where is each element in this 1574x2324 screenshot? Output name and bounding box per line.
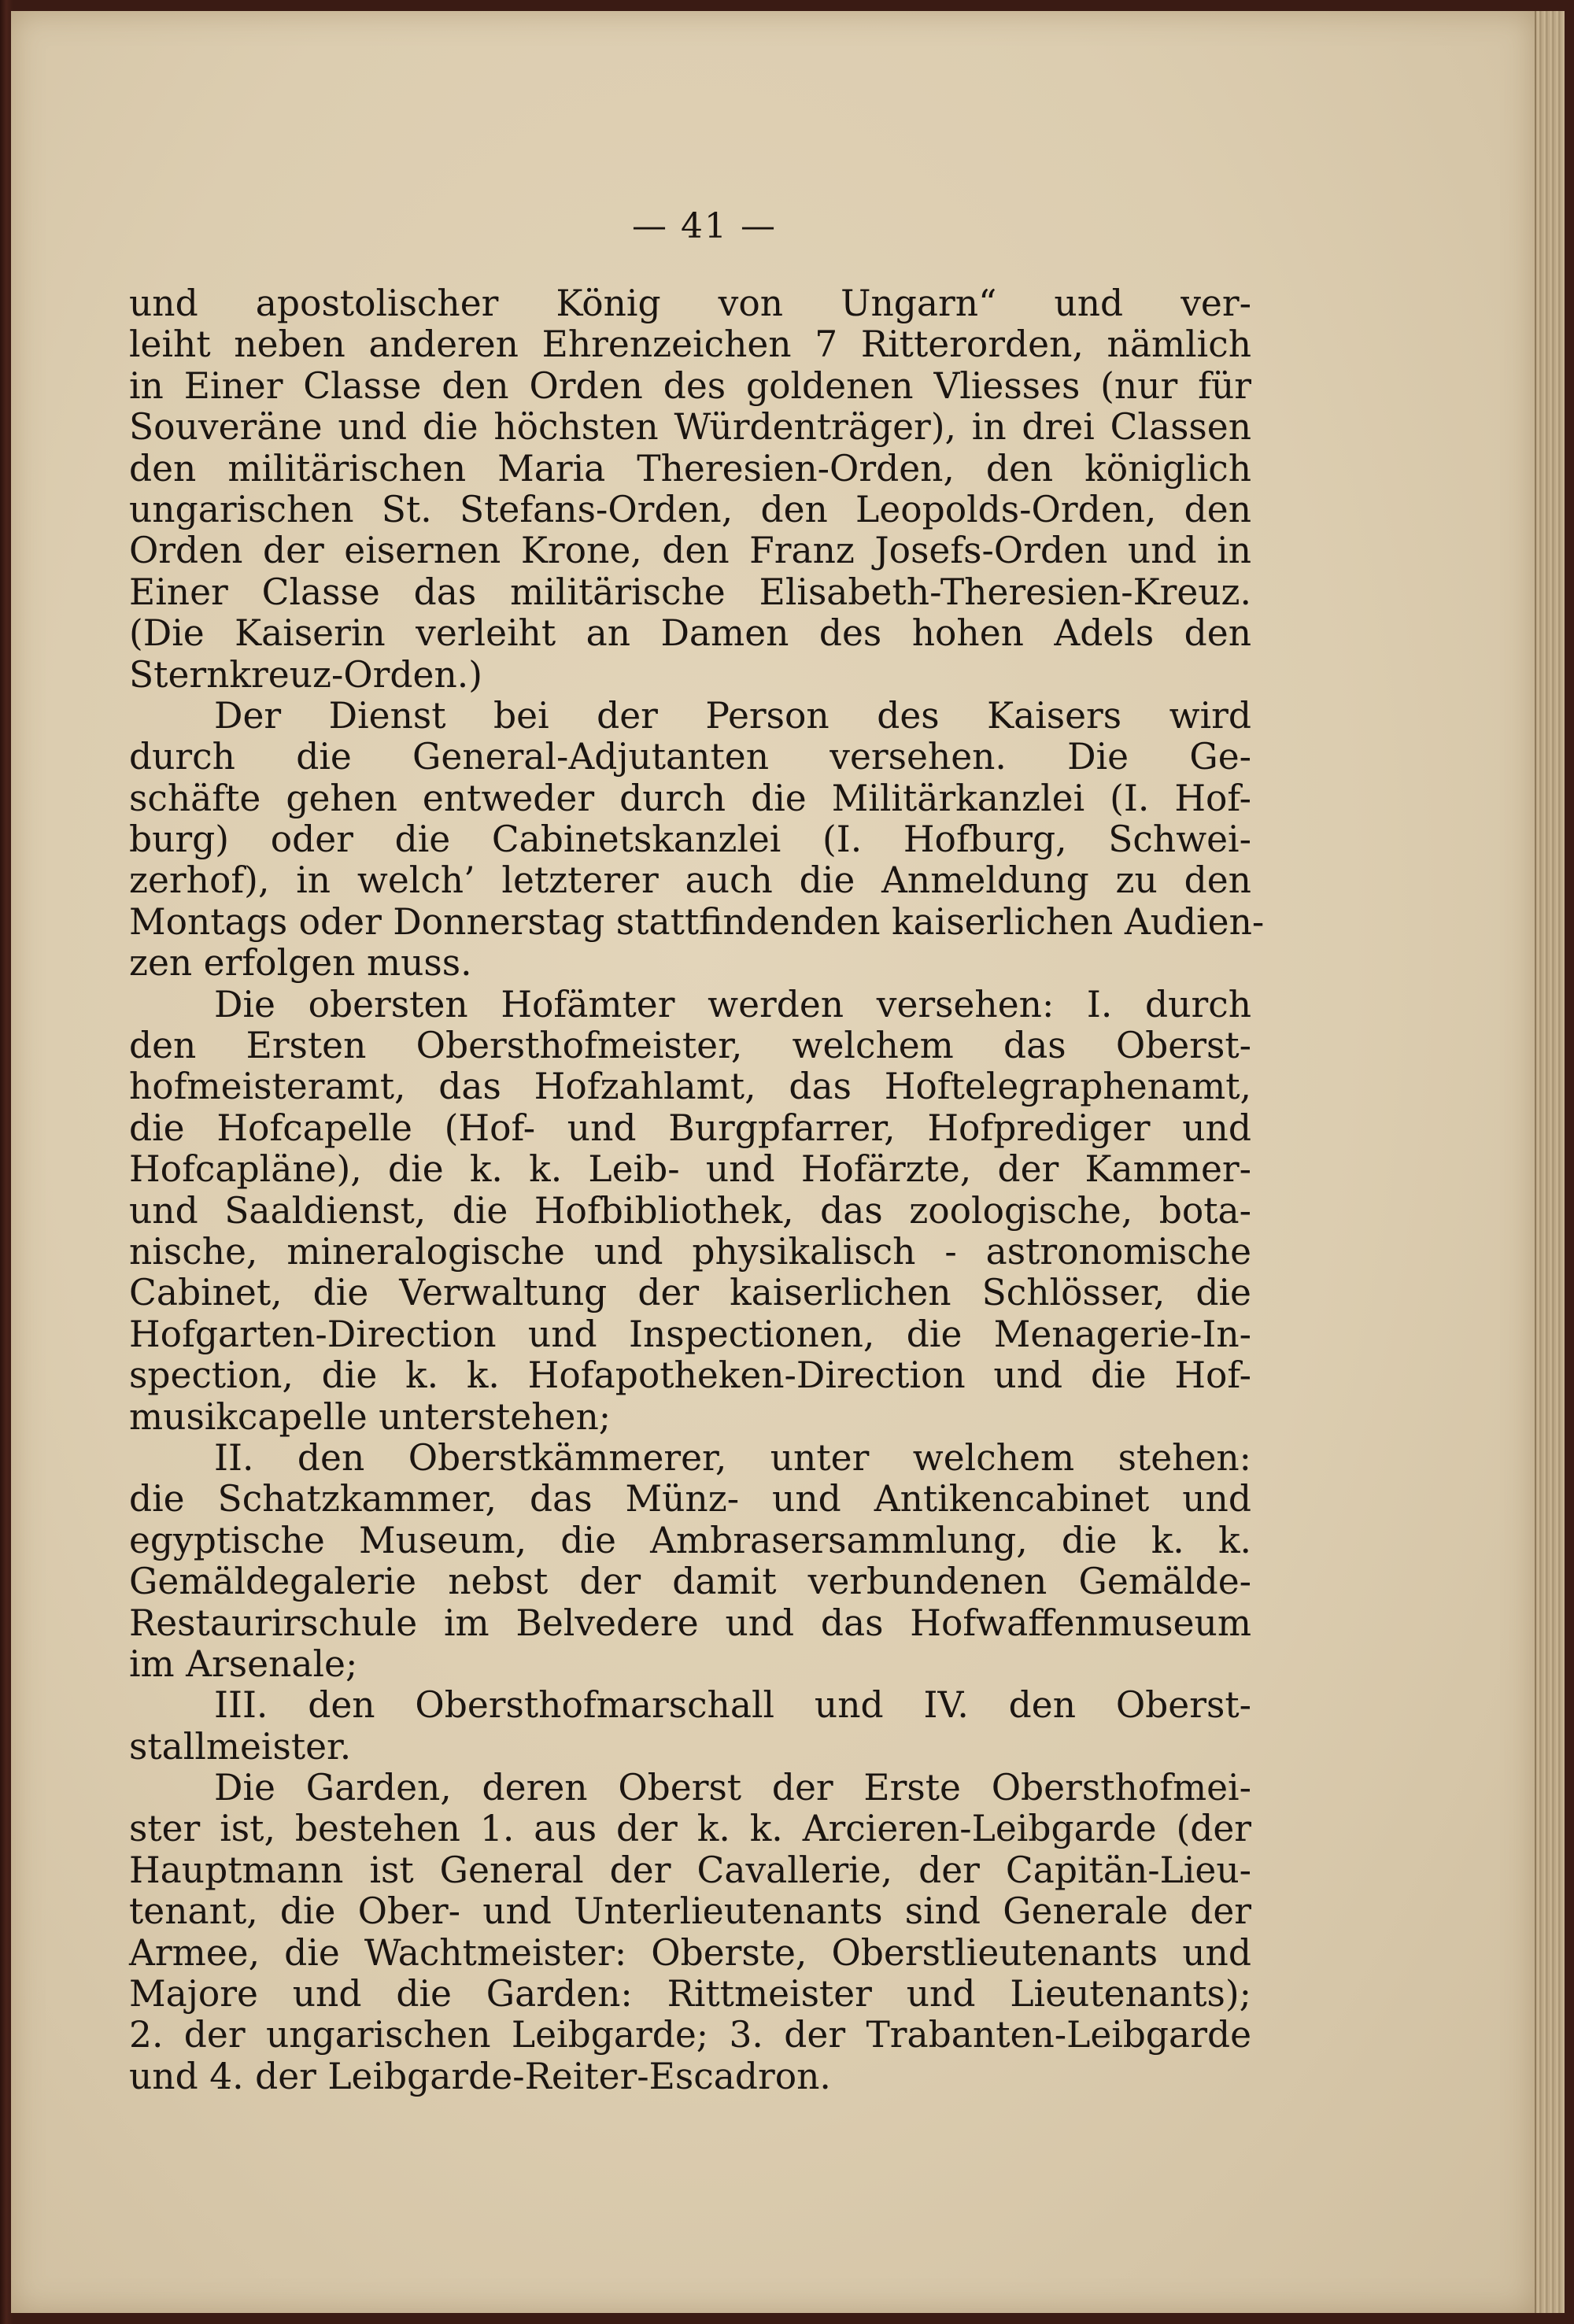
text-line: Einer Classe das militärische Elisabeth-Theresien-Kreuz.	[129, 571, 1251, 613]
text-line: Die Garden, deren Oberst der Erste Obersthofmei-	[214, 1767, 1251, 1809]
text-line: egyptische Museum, die Ambrasersammlung, die k. k.	[129, 1519, 1251, 1561]
text-line: Armee, die Wachtmeister: Oberste, Oberstlieutenants und	[129, 1931, 1251, 1974]
text-line: Hofcapläne), die k. k. Leib- und Hofärzte, der Kammer-	[129, 1148, 1251, 1191]
text-line: leiht neben anderen Ehrenzeichen 7 Ritterorden, nämlich	[129, 323, 1251, 366]
text-line: die Schatzkammer, das Münz- und Antikencabinet und	[129, 1478, 1251, 1520]
text-line: Majore und die Garden: Rittmeister und Lieutenants);	[129, 1973, 1251, 2015]
text-line: Restaurirschule im Belvedere und das Hofwaffenmuseum	[129, 1602, 1251, 1644]
text-line: (Die Kaiserin verleiht an Damen des hohen Adels den	[129, 612, 1251, 655]
text-line: im Arsenale;	[129, 1642, 358, 1685]
text-line: nische, mineralogische und physikalisch - astronomische	[129, 1230, 1251, 1273]
text-line: 2. der ungarischen Leibgarde; 3. der Trabanten-Leibgarde	[129, 2014, 1251, 2056]
text-line: stallmeister.	[129, 1725, 352, 1768]
text-line: ungarischen St. Stefans-Orden, den Leopolds-Orden, den	[129, 488, 1251, 530]
text-line: schäfte gehen entweder durch die Militärkanzlei (I. Hof-	[129, 777, 1251, 819]
text-line: Hauptmann ist General der Cavallerie, der Capitän-Lieu-	[129, 1849, 1251, 1891]
text-line: Die obersten Hofämter werden versehen: I. durch	[214, 983, 1251, 1025]
text-line: zerhof), in welch’ letzterer auch die Anmeldung zu den	[129, 859, 1251, 902]
text-line: tenant, die Ober- und Unterlieutenants sind Generale der	[129, 1890, 1251, 1933]
text-line: Gemäldegalerie nebst der damit verbundenen Gemälde-	[129, 1561, 1251, 1603]
text-line: den militärischen Maria Theresien-Orden, den königlich	[129, 447, 1251, 490]
text-line: und Saaldienst, die Hofbibliothek, das zoologische, bota-	[129, 1189, 1251, 1232]
text-line: Montags oder Donnerstag stattfindenden kaiserlichen Audien-	[129, 900, 1265, 943]
text-line: II. den Oberstkämmerer, unter welchem stehen:	[214, 1436, 1251, 1479]
text-line: hofmeisteramt, das Hofzahlamt, das Hoftelegraphenamt,	[129, 1066, 1251, 1108]
text-line: Sternkreuz-Orden.)	[129, 653, 482, 696]
text-line: den Ersten Obersthofmeister, welchem das Oberst-	[129, 1025, 1251, 1067]
text-line: Orden der eisernen Krone, den Franz Josefs-Orden und in	[129, 530, 1251, 572]
page-number: — 41 —	[632, 206, 777, 246]
text-line: und 4. der Leibgarde-Reiter-Escadron.	[129, 2055, 831, 2097]
text-line: Hofgarten-Direction und Inspectionen, die Menagerie-In-	[129, 1313, 1251, 1355]
text-line: durch die General-Adjutanten versehen. Die Ge-	[129, 736, 1251, 778]
body-text	[129, 283, 1265, 2097]
text-line: und apostolischer König von Ungarn“ und ver-	[129, 283, 1251, 324]
text-line: Cabinet, die Verwaltung der kaiserlichen Schlösser, die	[129, 1272, 1251, 1314]
text-line: die Hofcapelle (Hof- und Burgpfarrer, Hofprediger und	[129, 1107, 1251, 1149]
text-line: burg) oder die Cabinetskanzlei (I. Hofburg, Schwei-	[129, 818, 1251, 861]
text-line: zen erfolgen muss.	[129, 942, 472, 985]
text-line: Souveräne und die höchsten Würdenträger), in drei Classen	[129, 406, 1251, 449]
text-line: III. den Obersthofmarschall und IV. den Oberst-	[214, 1684, 1251, 1727]
text-line: ster ist, bestehen 1. aus der k. k. Arcieren-Leibgarde (der	[129, 1808, 1251, 1850]
page-edge	[1535, 11, 1565, 2313]
text-line: musikcapelle unterstehen;	[129, 1395, 611, 1438]
text-line: Der Dienst bei der Person des Kaisers wird	[214, 694, 1251, 737]
text-line: in Einer Classe den Orden des goldenen Vliesses (nur für	[129, 364, 1251, 407]
text-line: spection, die k. k. Hofapotheken-Direction und die Hof-	[129, 1354, 1251, 1397]
